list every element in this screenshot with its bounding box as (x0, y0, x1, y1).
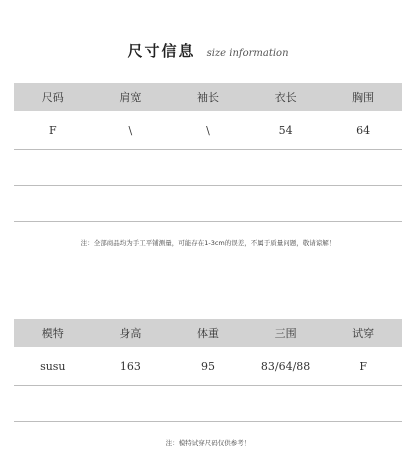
model-cell: F (359, 359, 367, 373)
model-cell: 95 (200, 359, 215, 373)
model-header-cell: 三围 (274, 327, 297, 340)
model-header-cell: 试穿 (352, 327, 375, 340)
size-header-cell: 肩宽 (119, 91, 142, 104)
measurement-note: 注：全部商品均为手工平铺测量，可能存在1-3cm的误差，不属于质量问题，敬请谅解！ (80, 239, 336, 247)
empty-row (14, 186, 402, 221)
empty-row (14, 150, 402, 185)
table-row (14, 111, 402, 149)
model-cell: susu (40, 359, 66, 373)
size-cell: 64 (356, 123, 371, 137)
model-header-cell: 身高 (119, 327, 142, 340)
size-cell: \ (128, 123, 133, 137)
table-row (14, 347, 402, 385)
model-cell: 163 (119, 359, 141, 373)
model-header-cell: 模特 (41, 327, 64, 340)
title-en: size information (206, 48, 289, 59)
size-header-cell: 衣长 (274, 91, 297, 104)
model-table-header (14, 319, 402, 347)
size-header-cell: 尺码 (41, 91, 64, 104)
title-zh: 尺寸信息 (127, 42, 196, 60)
model-header-cell: 体重 (196, 327, 219, 340)
model-note: 注：模特试穿尺码仅供参考！ (165, 439, 251, 447)
section-title (0, 40, 416, 61)
size-cell: 54 (278, 123, 293, 137)
size-header-cell: 胸围 (352, 91, 375, 104)
row-divider (14, 221, 402, 222)
size-table-header (14, 83, 402, 111)
model-table (14, 319, 402, 422)
size-header-cell: 袖长 (196, 91, 219, 104)
model-cell: 83/64/88 (260, 359, 311, 373)
row-divider (14, 421, 402, 422)
size-table (14, 83, 402, 222)
empty-row (14, 386, 402, 421)
size-cell: \ (206, 123, 210, 137)
size-cell: F (48, 123, 57, 137)
